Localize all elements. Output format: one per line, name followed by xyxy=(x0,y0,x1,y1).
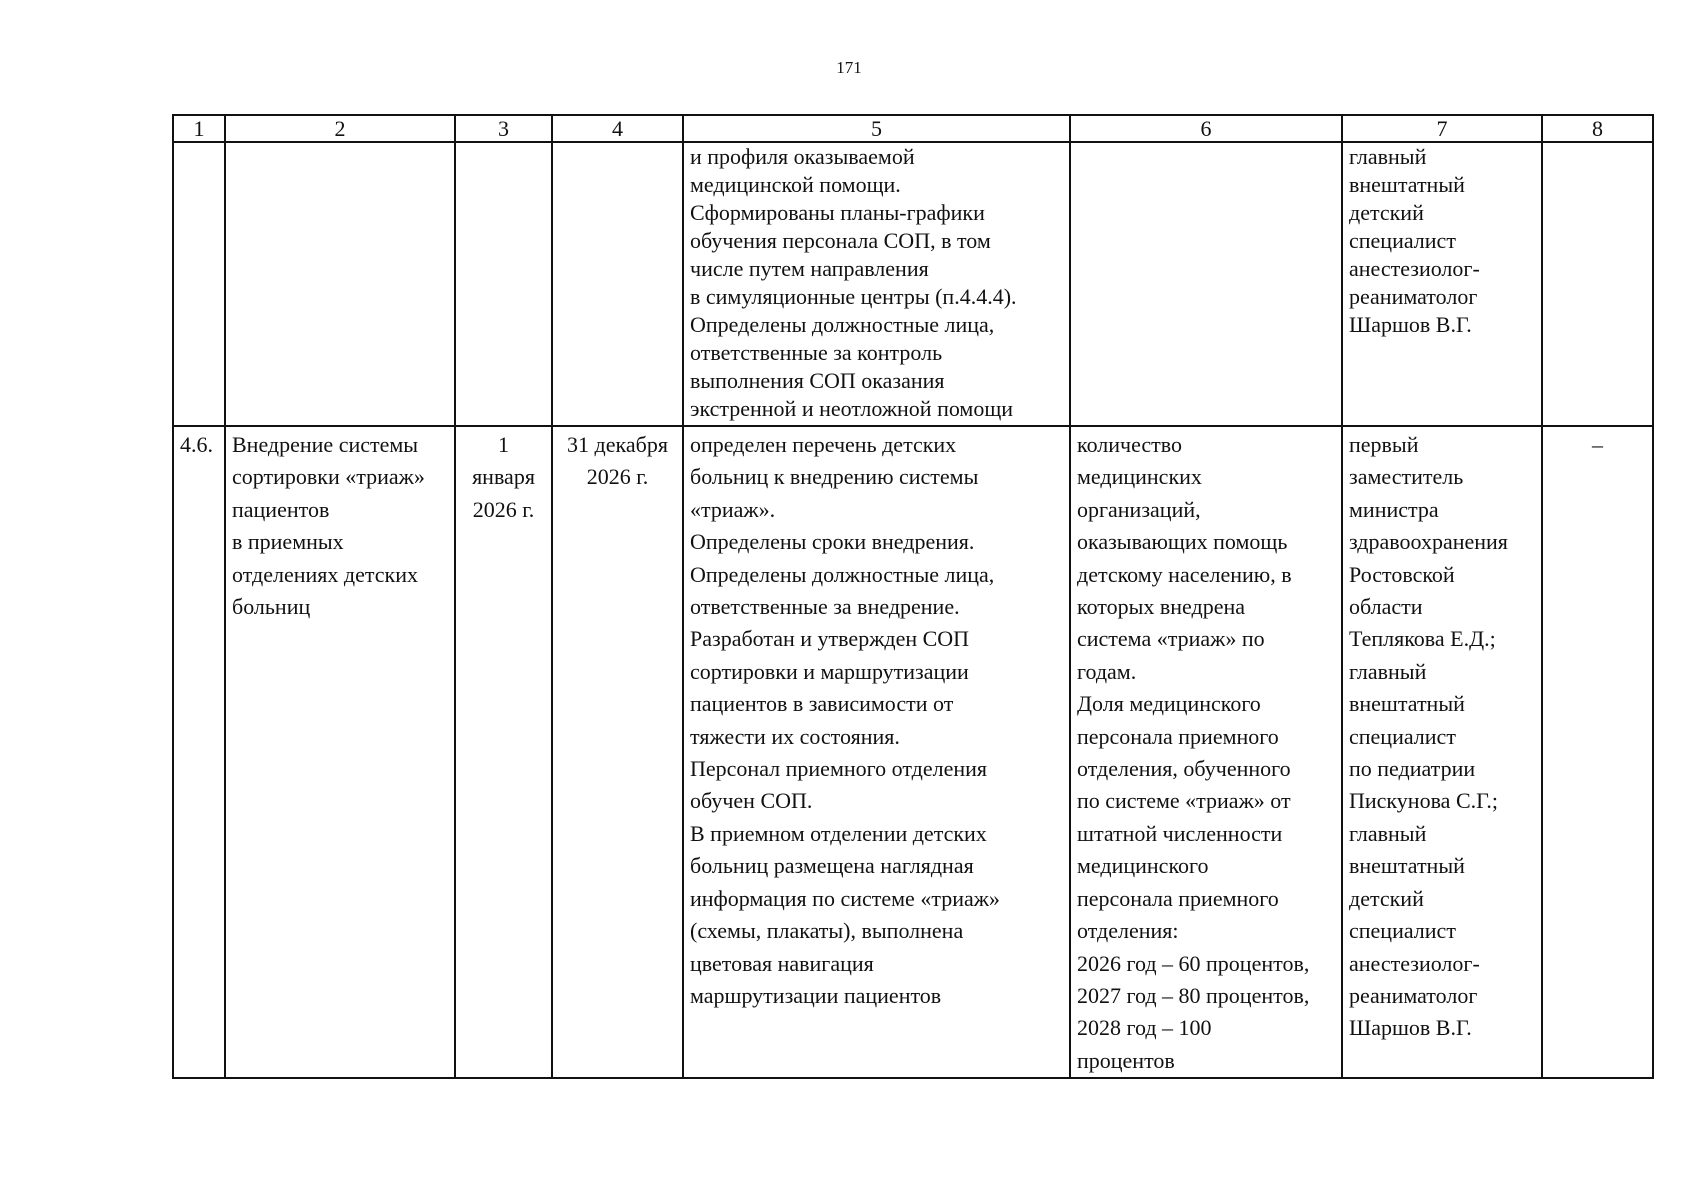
header-col-8: 8 xyxy=(1542,115,1653,142)
cell-indicator xyxy=(1070,142,1342,426)
cell-number: 4.6. xyxy=(173,426,225,1078)
page-number: 171 xyxy=(836,58,862,77)
table-row-4-6 xyxy=(173,426,1653,1078)
cell-name: Внедрение системы сортировки «триаж» пациентов в приемных отделениях детских больниц xyxy=(225,426,455,1078)
cell-start: 1 января 2026 г. xyxy=(455,426,552,1078)
cell-note xyxy=(1542,142,1653,426)
cell-start xyxy=(455,142,552,426)
header-col-5: 5 xyxy=(683,115,1070,142)
cell-responsible: первый заместитель министра здравоохранения Ростовской области Теплякова Е.Д.; главный внештатный специалист по педиатрии Пискунова С.Г.; главный внештатный детский специалист анестезиолог- реаниматолог Шаршов В.Г. xyxy=(1342,426,1542,1078)
cell-responsible: главный внештатный детский специалист анестезиолог- реаниматолог Шаршов В.Г. xyxy=(1342,142,1542,426)
plan-table xyxy=(172,114,1654,1079)
cell-note: – xyxy=(1542,426,1653,1078)
table-row-continued xyxy=(173,142,1653,426)
cell-result: определен перечень детских больниц к внедрению системы «триаж». Определены сроки внедрения. Определены должностные лица, ответственные за внедрение. Разработан и утвержден СОП сортировки и маршрутизации пациентов в зависимости от тяжести их состояния. Персонал приемного отделения обучен СОП. В приемном отделении детских больниц размещена наглядная информация по системе «триаж» (схемы, плакаты), выполнена цветовая навигация маршрутизации пациентов xyxy=(683,426,1070,1078)
header-col-2: 2 xyxy=(225,115,455,142)
header-col-3: 3 xyxy=(455,115,552,142)
header-row xyxy=(173,115,1653,142)
header-col-1: 1 xyxy=(173,115,225,142)
header-col-4: 4 xyxy=(552,115,683,142)
header-col-6: 6 xyxy=(1070,115,1342,142)
cell-end: 31 декабря 2026 г. xyxy=(552,426,683,1078)
cell-end xyxy=(552,142,683,426)
cell-name xyxy=(225,142,455,426)
cell-result: и профиля оказываемой медицинской помощи. Сформированы планы-графики обучения персонала СОП, в том числе путем направления в симуляционные центры (п.4.4.4). Определены должностные лица, ответственные за контроль выполнения СОП оказания экстренной и неотложной помощи xyxy=(683,142,1070,426)
cell-number xyxy=(173,142,225,426)
cell-indicator: количество медицинских организаций, оказывающих помощь детскому населению, в которых внедрена система «триаж» по годам. Доля медицинского персонала приемного отделения, обученного по системе «триаж» от штатной численности медицинского персонала приемного отделения: 2026 год – 60 процентов, 2027 год – 80 процентов, 2028 год – 100 процентов xyxy=(1070,426,1342,1078)
header-col-7: 7 xyxy=(1342,115,1542,142)
